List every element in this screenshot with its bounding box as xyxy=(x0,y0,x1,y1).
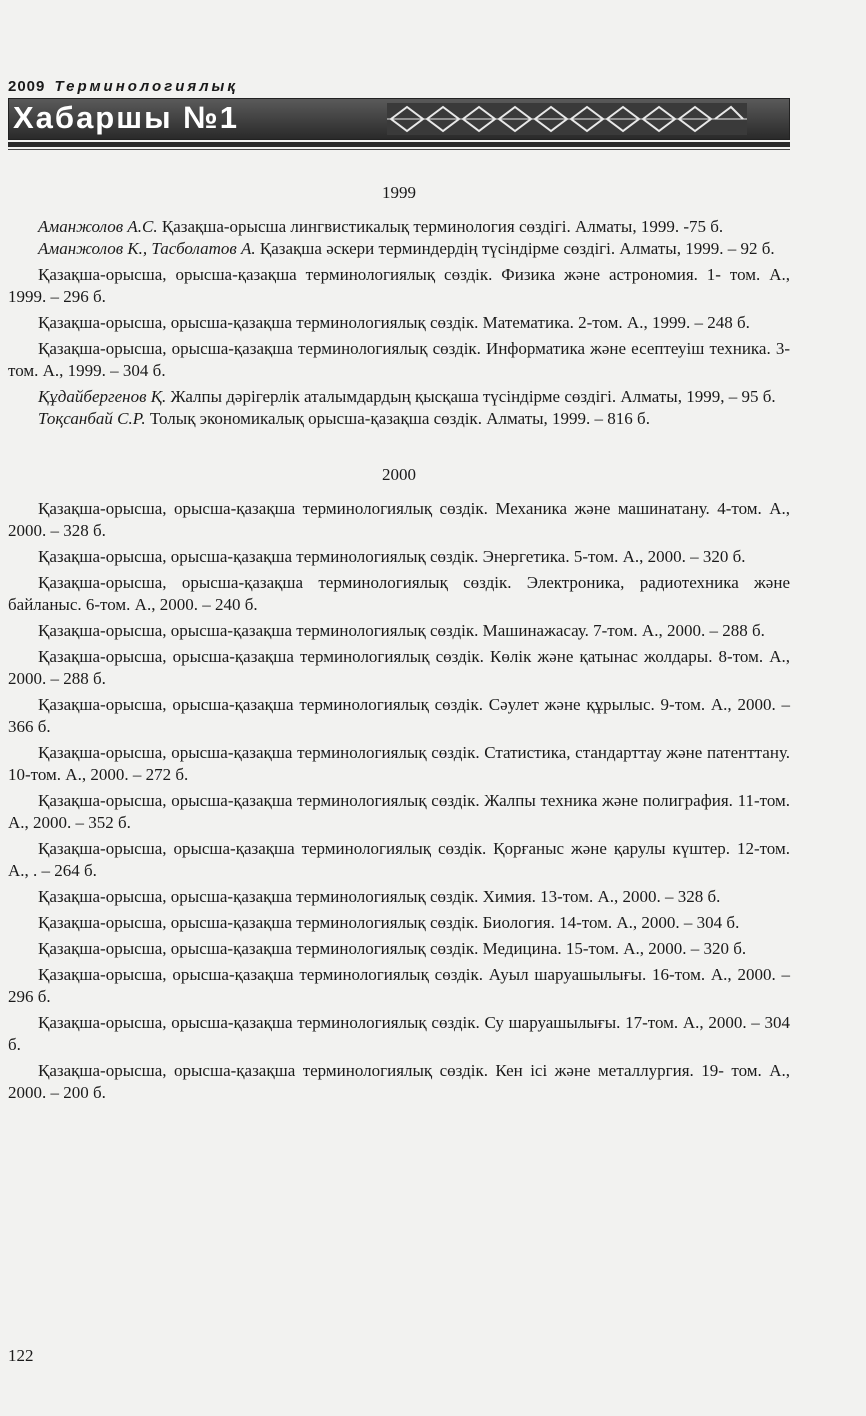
bibliography-entry: Аманжолов А.С. Қазақша-орысша лингвистикалық терминология сөздігі. Алматы, 1999. -75 б. xyxy=(38,217,724,236)
page-number: 122 xyxy=(8,1346,34,1365)
bibliography-entry: Қазақша-орысша, орысша-қазақша терминологиялық сөздік. Су шаруашылығы. 17-том. А., 2000. – 304 б. xyxy=(8,1013,790,1054)
bibliography-entry: Қазақша-орысша, орысша-қазақша терминологиялық сөздік. Ауыл шаруашылығы. 16-том. А., 2000. – 296 б. xyxy=(8,965,790,1006)
header-rule-thin xyxy=(8,149,790,150)
bibliography-entry: Қазақша-орысша, орысша-қазақша терминологиялық сөздік. Кен ісі және металлургия. 19- том. А., 2000. – 200 б. xyxy=(8,1061,790,1102)
bibliography-entry: Қазақша-орысша, орысша-қазақша терминологиялық сөздік. Химия. 13-том. А., 2000. – 328 б. xyxy=(38,887,721,906)
journal-title: Терминологиялық xyxy=(54,78,238,95)
journal-year: 2009 xyxy=(8,78,46,95)
bibliography-entry: Қазақша-орысша, орысша-қазақша терминологиялық сөздік. Физика және астрономия. 1- том. А., 1999. – 296 б. xyxy=(8,265,790,306)
journal-banner xyxy=(8,98,790,140)
bibliography-entry: Қазақша-орысша, орысша-қазақша терминологиялық сөздік. Энергетика. 5-том. А., 2000. – 320 б. xyxy=(38,547,746,566)
bibliography-content xyxy=(8,178,790,1108)
bibliography-entry: Қазақша-орысша, орысша-қазақша терминологиялық сөздік. Қорғаныс және қарулы күштер. 12-том. А., . – 264 б. xyxy=(8,839,790,880)
bibliography-entry: Қазақша-орысша, орысша-қазақша терминологиялық сөздік. Электроника, радиотехника және байланыс. 6-том. А., 2000. – 240 б. xyxy=(8,573,790,614)
page-header xyxy=(8,78,790,150)
bibliography-entry: Қазақша-орысша, орысша-қазақша терминологиялық сөздік. Статистика, стандарттау және патенттану. 10-том. А., 2000. – 272 б. xyxy=(8,743,790,784)
section-gap xyxy=(8,434,790,460)
bibliography-entry: Аманжолов К., Тасболатов А. Қазақша әскери терминдердің түсіндірме сөздігі. Алматы, 1999. – 92 б. xyxy=(38,239,775,258)
bibliography-entry: Қазақша-орысша, орысша-қазақша терминологиялық сөздік. Сәулет және құрылыс. 9-том. А., 2000. – 366 б. xyxy=(8,695,790,736)
bibliography-entry: Тоқсанбай С.Р. Толық экономикалық орысша-қазақша сөздік. Алматы, 1999. – 816 б. xyxy=(38,409,650,428)
bibliography-entry: Құдайбергенов Қ. Жалпы дәрігерлік аталымдардың қысқаша түсіндірме сөздігі. Алматы, 1999, – 95 б. xyxy=(38,387,776,406)
header-rule-thick xyxy=(8,142,790,147)
bibliography-entry: Қазақша-орысша, орысша-қазақша терминологиялық сөздік. Математика. 2-том. А., 1999. – 248 б. xyxy=(38,313,750,332)
ornament-pattern-icon xyxy=(387,103,747,135)
bibliography-entry: Қазақша-орысша, орысша-қазақша терминологиялық сөздік. Жалпы техника және полиграфия. 11-том. А., 2000. – 352 б. xyxy=(8,791,790,832)
bibliography-entry: Қазақша-орысша, орысша-қазақша терминологиялық сөздік. Машинажасау. 7-том. А., 2000. – 288 б. xyxy=(38,621,765,640)
section-year-heading: 2000 xyxy=(382,465,416,484)
banner-title: Хабаршы №1 xyxy=(13,100,239,135)
bibliography-entry: Қазақша-орысша, орысша-қазақша терминологиялық сөздік. Көлік және қатынас жолдары. 8-том. А., 2000. – 288 б. xyxy=(8,647,790,688)
bibliography-entry: Қазақша-орысша, орысша-қазақша терминологиялық сөздік. Биология. 14-том. А., 2000. – 304 б. xyxy=(38,913,740,932)
bibliography-entry: Қазақша-орысша, орысша-қазақша терминологиялық сөздік. Информатика және есептеуіш техника. 3-том. А., 1999. – 304 б. xyxy=(8,339,790,380)
bibliography-entry: Қазақша-орысша, орысша-қазақша терминологиялық сөздік. Механика және машинатану. 4-том. А., 2000. – 328 б. xyxy=(8,499,790,540)
journal-year-line xyxy=(8,78,790,96)
section-year-heading: 1999 xyxy=(382,183,416,202)
bibliography-entry: Қазақша-орысша, орысша-қазақша терминологиялық сөздік. Медицина. 15-том. А., 2000. – 320 б. xyxy=(38,939,747,958)
